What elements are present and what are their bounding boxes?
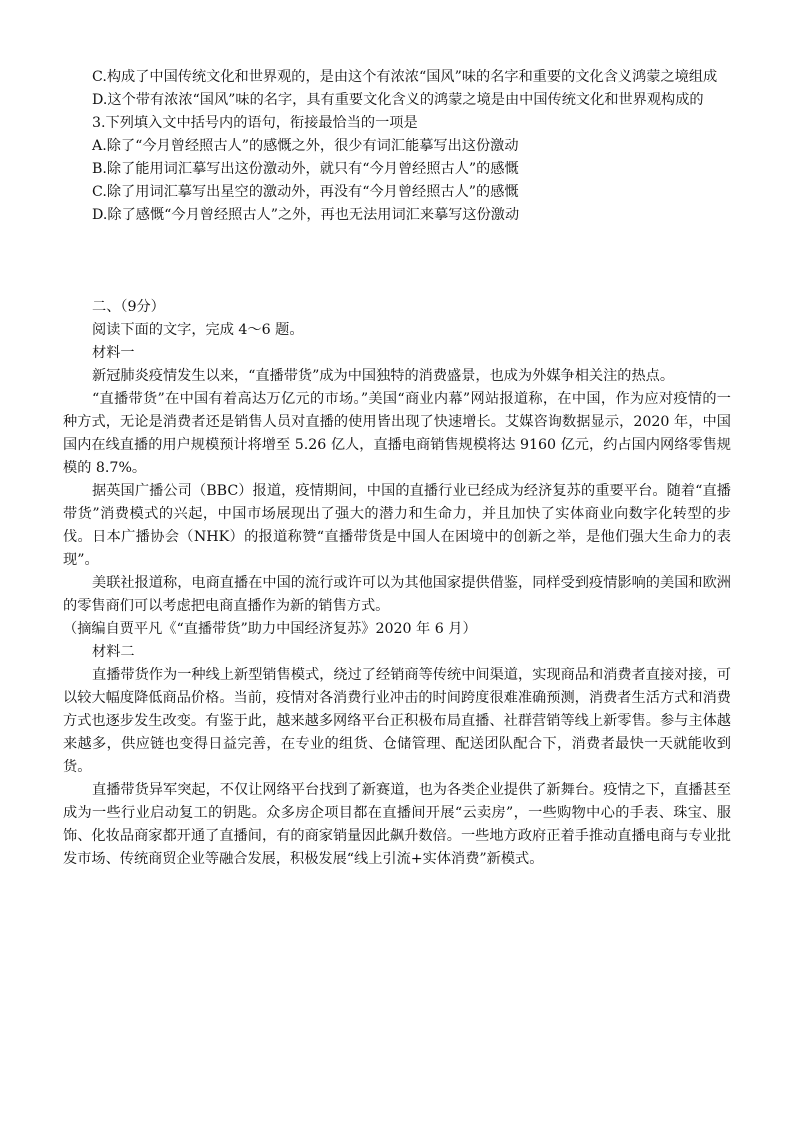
material-one-title: 材料一 <box>92 345 135 361</box>
question-3-option-d: D.除了感慨“今月曾经照古人”之外，再也无法用词汇来摹写这份激动 <box>92 207 520 223</box>
question-3-option-c: C.除了用词汇摹写出星空的激动外，再没有“今月曾经照古人”的感慨 <box>92 184 519 200</box>
section-two <box>63 296 731 871</box>
question-3-option-b: B.除了能用词汇摹写出这份激动外，就只有“今月曾经照古人”的感慨 <box>92 161 519 177</box>
material-one-paragraph: “直播带货”在中国有着高达万亿元的市场。”美国“商业内幕”网站报道称，在中国，作为应对疫情的一种方式，无论是消费者还是销售人员对直播的使用皆出现了快速增长。艾媒咨询数据显示，2020 年，中国国内在线直播的用户规模预计将增至 5.26 亿人，直播电商销售规模将达 9160 亿元，约占国内网络零售规模的 8.7%。 <box>63 391 731 476</box>
material-two-title: 材料二 <box>92 644 135 660</box>
section-heading: 二、（9分） <box>92 299 165 315</box>
material-one-paragraph: 据英国广播公司（BBC）报道，疫情期间，中国的直播行业已经成为经济复苏的重要平台。随着“直播带货”消费模式的兴起，中国市场展现出了强大的潜力和生命力，并且加快了实体商业向数字化转型的步伐。日本广播协会（NHK）的报道称赞“直播带货是中国人在困境中的创新之举，是他们强大生命力的表现”。 <box>63 483 731 568</box>
question-3-option-a: A.除了“今月曾经照古人”的感慨之外，很少有词汇能摹写出这份激动 <box>92 138 519 154</box>
question-3: 3.下列填入文中括号内的语句，衔接最恰当的一项是 <box>92 115 418 131</box>
option-c: C.构成了中国传统文化和世界观的，是由这个有浓浓“国风”味的名字和重要的文化含义鸿蒙之境组成 <box>92 69 718 85</box>
question-block-options <box>63 66 731 227</box>
reading-instruction: 阅读下面的文字，完成 4～6 题。 <box>92 322 304 338</box>
material-one-source: （摘编自贾平凡《“直播带货”助力中国经济复苏》2020 年 6 月） <box>63 621 477 637</box>
material-two-paragraph: 直播带货异军突起，不仅让网络平台找到了新赛道，也为各类企业提供了新舞台。疫情之下，直播甚至成为一些行业启动复工的钥匙。众多房企项目都在直播间开展“云卖房”，一些购物中心的手表、珠宝、服饰、化妆品商家都开通了直播间，有的商家销量因此飙升数倍。一些地方政府正着手推动直播电商与专业批发市场、传统商贸企业等融合发展，积极发展“线上引流+实体消费”新模式。 <box>63 782 731 867</box>
material-one-paragraph: 新冠肺炎疫情发生以来，“直播带货”成为中国独特的消费盛景，也成为外媒争相关注的热点。 <box>92 368 675 384</box>
option-d: D.这个带有浓浓“国风”味的名字，具有重要文化含义的鸿蒙之境是由中国传统文化和世界观构成的 <box>92 92 704 108</box>
material-two-paragraph: 直播带货作为一种线上新型销售模式，绕过了经销商等传统中间渠道，实现商品和消费者直接对接，可以较大幅度降低商品价格。当前，疫情对各消费行业冲击的时间跨度很难准确预测，消费者生活方式和消费方式也逐步发生改变。有鉴于此，越来越多网络平台正积极布局直播、社群营销等线上新零售。参与主体越来越多，供应链也变得日益完善，在专业的组货、仓储管理、配送团队配合下，消费者最快一天就能收到货。 <box>63 667 731 775</box>
material-one-paragraph: 美联社报道称，电商直播在中国的流行或许可以为其他国家提供借鉴，同样受到疫情影响的美国和欧洲的零售商们可以考虑把电商直播作为新的销售方式。 <box>63 575 731 614</box>
